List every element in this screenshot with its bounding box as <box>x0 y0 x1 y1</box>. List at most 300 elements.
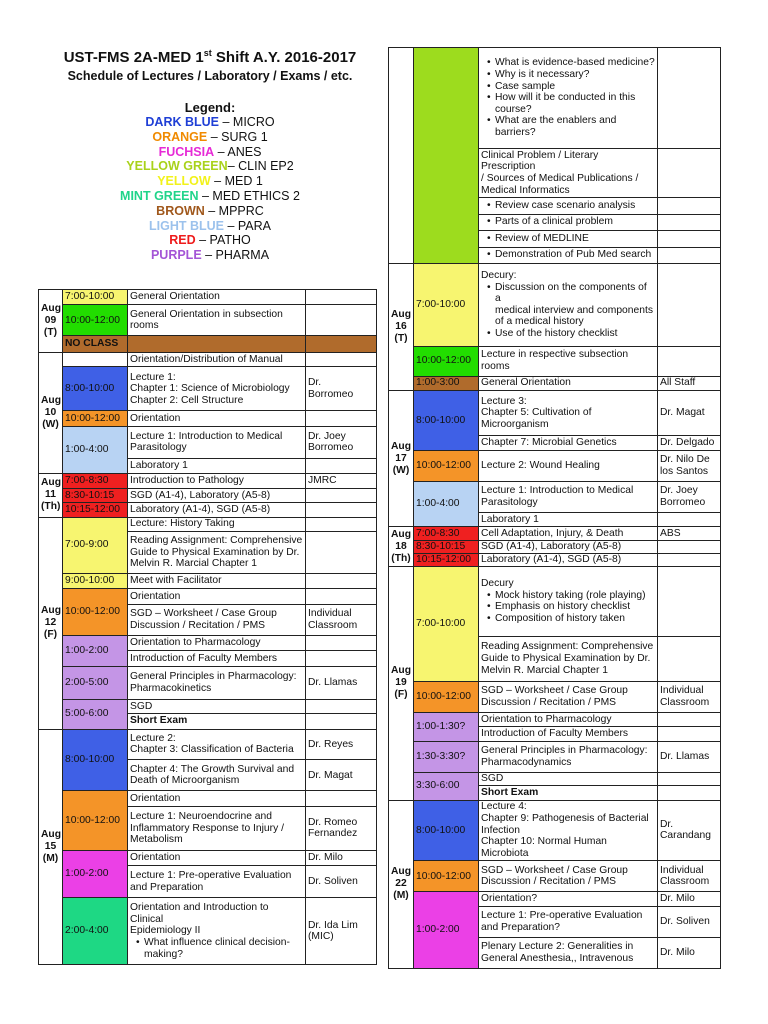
day-label: Aug <box>391 440 412 452</box>
schedule-row <box>389 712 721 726</box>
topic-cell <box>479 892 658 906</box>
schedule-table-left <box>38 289 377 965</box>
topic-cell <box>128 651 306 666</box>
topic-line: Laboratory (A1-4), SGD (A5-8) <box>481 554 622 566</box>
legend-color-name: ORANGE <box>152 129 208 144</box>
faculty-cell <box>306 699 377 713</box>
topic-line: Medical Informatics <box>481 184 570 196</box>
faculty-cell <box>306 589 377 604</box>
topic-cell <box>128 474 306 488</box>
time-cell: 7:00-8:30 <box>414 527 479 540</box>
day-label: Aug <box>41 605 62 616</box>
time-cell: 10:00-12:00 <box>414 681 479 712</box>
day-cell <box>389 264 414 391</box>
time-cell: 3:30-6:00 <box>414 772 479 800</box>
time-cell <box>63 352 128 366</box>
day-label: 09 <box>44 314 57 326</box>
faculty-cell <box>306 367 377 411</box>
topic-cell <box>479 772 658 785</box>
faculty-cell <box>658 937 721 968</box>
faculty-cell <box>306 635 377 650</box>
faculty-cell <box>658 786 721 800</box>
topic-line: Parasitology <box>130 442 187 454</box>
topic-line: General Principles in Pharmacology: <box>481 745 648 757</box>
time-cell: 10:00-12:00 <box>63 791 128 851</box>
topic-cell <box>479 527 658 540</box>
faculty-line: Dr. <box>660 818 674 830</box>
time-cell: 10:00-12:00 <box>414 450 479 481</box>
time-cell: 8:30-10:15 <box>63 488 128 502</box>
topic-line: Reading Assignment: Comprehensive <box>130 534 303 546</box>
topic-bullet: • Review case scenario analysis <box>481 200 655 212</box>
topic-cell <box>479 906 658 937</box>
time-cell: 8:00-10:00 <box>414 390 479 450</box>
topic-cell <box>479 231 658 248</box>
legend-subject: – CLIN EP2 <box>227 159 294 174</box>
faculty-line: All Staff <box>660 377 696 389</box>
day-label: Aug <box>41 828 62 840</box>
legend-color-name: YELLOW <box>157 174 211 189</box>
time-cell: 2:00-5:00 <box>63 666 128 699</box>
schedule-row <box>39 635 377 650</box>
faculty-cell <box>306 336 377 353</box>
topic-cell <box>128 352 306 366</box>
faculty-line: Dr. Soliven <box>660 915 710 927</box>
topic-cell <box>128 517 306 531</box>
document-subtitle: Schedule of Lectures / Laboratory / Exams / etc. <box>67 69 353 83</box>
topic-cell <box>128 760 306 791</box>
faculty-cell <box>306 290 377 305</box>
legend-subject: – SURG 1 <box>207 129 268 144</box>
topic-cell <box>128 635 306 650</box>
faculty-line: Individual <box>660 685 704 697</box>
schedule-row <box>389 567 721 636</box>
topic-cell <box>128 488 306 502</box>
faculty-line: ABS <box>660 527 681 539</box>
schedule-row <box>39 666 377 699</box>
topic-line: Lecture 1: Pre-operative Evaluation <box>130 870 292 882</box>
topic-cell <box>479 214 658 231</box>
schedule-row <box>39 305 377 336</box>
topic-line: Cell Adaptation, Injury, & Death <box>481 527 624 539</box>
day-label: 12 <box>44 617 57 628</box>
day-label: 22 <box>395 878 407 890</box>
topic-line: Chapter 2: Cell Structure <box>130 394 244 406</box>
topic-cell <box>479 727 658 741</box>
topic-line: Pharmacokinetics <box>130 682 212 694</box>
day-label: Aug <box>41 302 62 314</box>
topic-cell <box>128 290 306 305</box>
topic-line: SGD <box>481 773 504 785</box>
faculty-cell <box>658 264 721 347</box>
legend-subject: – MICRO <box>219 115 275 129</box>
faculty-cell <box>658 48 721 149</box>
legend-item <box>40 219 380 234</box>
legend-item <box>40 189 380 204</box>
faculty-cell <box>306 458 377 473</box>
topic-line: Orientation <box>130 590 181 602</box>
time-cell: 10:00-12:00 <box>414 346 479 376</box>
time-cell: 7:00-10:00 <box>414 264 479 347</box>
topic-line: Metabolism <box>130 834 183 846</box>
time-cell: 1:00-2:00 <box>414 892 479 969</box>
schedule-row <box>39 352 377 366</box>
faculty-line: Classroom <box>660 696 710 708</box>
topic-bullet: making? <box>144 948 183 960</box>
topic-bullet: • What influence clinical decision- <box>130 937 303 949</box>
schedule-row <box>39 503 377 517</box>
faculty-line: Dr. Milo <box>308 852 343 864</box>
topic-line: Chapter 5: Cultivation of <box>481 407 592 419</box>
faculty-cell <box>658 231 721 248</box>
topic-line: Orientation <box>130 792 181 804</box>
schedule-row <box>39 898 377 965</box>
topic-bullet: • Discussion on the components of a <box>481 282 655 305</box>
schedule-row <box>389 540 721 553</box>
topic-line: General Principles in Pharmacology: <box>130 671 297 683</box>
topic-line: SGD <box>130 700 153 712</box>
topic-line: Lecture 1: Introduction to Medical <box>481 485 634 497</box>
faculty-cell <box>306 531 377 573</box>
topic-line: Plenary Lecture 2: Generalities in <box>481 941 634 953</box>
topic-line: Lecture 2: Wound Healing <box>481 459 600 471</box>
topic-cell <box>479 553 658 566</box>
faculty-line: los Santos <box>660 465 709 477</box>
topic-bullet: of a medical history <box>495 316 584 328</box>
topic-bullet: • Why is it necessary? <box>481 69 655 81</box>
topic-line: Orientation to Pharmacology <box>481 713 612 725</box>
topic-line: and Preparation? <box>481 921 561 933</box>
day-cell <box>39 352 63 473</box>
faculty-line: Dr. Romeo <box>308 816 358 828</box>
legend-color-name: LIGHT BLUE <box>148 218 224 233</box>
day-label: Aug <box>391 308 412 320</box>
topic-cell <box>128 666 306 699</box>
topic-bullet: • Parts of a clinical problem <box>481 216 655 228</box>
topic-cell <box>479 786 658 800</box>
faculty-cell <box>658 741 721 772</box>
faculty-cell <box>306 851 377 866</box>
schedule-row <box>389 264 721 347</box>
time-cell: 10:00-12:00 <box>63 589 128 635</box>
time-cell: 1:30-3:30? <box>414 741 479 772</box>
time-cell: 8:30-10:15 <box>414 540 479 553</box>
topic-line: Pharmacodynamics <box>481 756 572 768</box>
faculty-cell <box>658 800 721 861</box>
topic-cell <box>479 861 658 892</box>
schedule-row <box>389 681 721 712</box>
faculty-cell <box>306 474 377 488</box>
legend-subject: – MED ETHICS 2 <box>198 188 300 203</box>
time-cell: 7:00-8:30 <box>63 474 128 488</box>
topic-bullet: • Use of the history checklist <box>481 328 655 340</box>
schedule-row <box>389 741 721 772</box>
faculty-line: Dr. Magat <box>308 769 353 781</box>
topic-line: Guide to Physical Examination by Dr. <box>481 652 651 664</box>
day-cell <box>389 567 414 800</box>
time-cell: 7:00-9:00 <box>63 517 128 573</box>
topic-bullet: • Emphasis on history checklist <box>481 601 655 613</box>
faculty-cell <box>306 714 377 729</box>
faculty-cell <box>306 760 377 791</box>
topic-cell <box>479 346 658 376</box>
topic-cell <box>128 367 306 411</box>
schedule-row <box>39 290 377 305</box>
faculty-cell <box>658 727 721 741</box>
faculty-cell <box>658 214 721 231</box>
day-label: (M) <box>42 852 59 864</box>
day-label: 11 <box>45 489 56 501</box>
topic-cell <box>479 450 658 481</box>
schedule-row <box>39 411 377 426</box>
topic-line: Guide to Physical Examination by Dr. <box>130 546 300 558</box>
schedule-row <box>389 772 721 785</box>
legend-color-name: DARK BLUE <box>145 115 220 129</box>
topic-cell <box>128 729 306 760</box>
faculty-cell <box>658 512 721 526</box>
schedule-row <box>389 48 721 149</box>
topic-bullet: • Case sample <box>481 81 655 93</box>
topic-line: Introduction of Faculty Members <box>481 728 629 740</box>
schedule-row <box>389 346 721 376</box>
day-label: (T) <box>394 332 408 344</box>
faculty-line: Fernandez <box>308 828 358 840</box>
faculty-cell <box>658 450 721 481</box>
topic-cell <box>479 390 658 435</box>
schedule-row <box>39 851 377 866</box>
topic-line: Infection <box>481 824 520 836</box>
topic-line: Lecture 1: Neuroendocrine and <box>130 811 272 823</box>
topic-cell <box>479 48 658 149</box>
faculty-cell <box>306 573 377 588</box>
topic-cell <box>128 305 306 336</box>
schedule-row <box>39 573 377 588</box>
faculty-cell <box>306 666 377 699</box>
faculty-cell <box>658 527 721 540</box>
topic-cell <box>479 436 658 450</box>
faculty-cell <box>306 352 377 366</box>
schedule-row <box>39 589 377 604</box>
legend <box>40 115 380 263</box>
topic-line: Orientation to Pharmacology <box>130 637 261 649</box>
legend-subject: – PARA <box>223 218 271 233</box>
topic-line: Decury: <box>481 270 517 282</box>
faculty-line: (MIC) <box>308 931 334 943</box>
day-label: (W) <box>392 464 410 476</box>
topic-line: Short Exam <box>481 787 539 799</box>
faculty-line: Dr. Ida Lim <box>308 919 358 931</box>
faculty-cell <box>658 346 721 376</box>
legend-item <box>40 115 380 130</box>
faculty-cell <box>658 390 721 435</box>
topic-line: Lecture 4: <box>481 801 527 813</box>
topic-cell <box>128 458 306 473</box>
topic-cell <box>479 681 658 712</box>
schedule-row <box>39 729 377 760</box>
day-label: (F) <box>394 689 408 701</box>
legend-item <box>40 248 380 263</box>
time-cell: 1:00-4:00 <box>414 481 479 526</box>
topic-line: Orientation and Introduction to Clinical <box>130 902 269 925</box>
day-cell <box>389 390 414 526</box>
topic-line: Inflammatory Response to Injury / <box>130 822 284 834</box>
day-label: (Th) <box>391 552 411 564</box>
faculty-cell <box>306 806 377 850</box>
topic-line: SGD – Worksheet / Case Group <box>481 864 628 876</box>
faculty-cell <box>306 517 377 531</box>
topic-line: Epidemiology II <box>130 925 201 937</box>
faculty-cell <box>658 772 721 785</box>
schedule-row <box>39 699 377 713</box>
topic-bullet: medical interview and components <box>495 304 653 316</box>
topic-line: Introduction to Pathology <box>130 475 244 487</box>
time-cell: 7:00-10:00 <box>414 567 479 682</box>
legend-color-name: BROWN <box>156 203 205 218</box>
topic-line: Lecture 3: <box>481 395 527 407</box>
faculty-line: Borromeo <box>660 496 706 508</box>
topic-cell <box>479 149 658 198</box>
faculty-line: Dr. Magat <box>660 407 705 419</box>
faculty-cell <box>306 604 377 635</box>
day-cell <box>39 474 63 517</box>
day-label: Aug <box>391 665 412 677</box>
day-label: Aug <box>41 477 62 489</box>
schedule-row <box>39 426 377 458</box>
faculty-cell <box>658 567 721 636</box>
topic-cell <box>128 573 306 588</box>
faculty-line: Classroom <box>308 619 358 631</box>
faculty-line: Dr. Reyes <box>308 738 354 750</box>
topic-line: Lecture: History Taking <box>130 518 235 530</box>
topic-line: Chapter 7: Microbial Genetics <box>481 437 617 449</box>
topic-line: Discussion / Recitation / PMS <box>130 619 266 631</box>
day-cell <box>39 517 63 729</box>
day-label: (T) <box>43 326 58 338</box>
time-cell <box>414 48 479 264</box>
topic-line: Parasitology <box>481 496 538 508</box>
schedule-row <box>39 488 377 502</box>
day-label: 18 <box>395 540 407 552</box>
topic-line: Lecture 2: <box>130 732 176 744</box>
time-cell: NO CLASS <box>63 336 128 353</box>
faculty-cell <box>658 681 721 712</box>
legend-subject: – PATHO <box>195 233 251 248</box>
topic-line: Lecture 1: <box>130 371 176 383</box>
faculty-line: Dr. Delgado <box>660 437 715 449</box>
schedule-row <box>39 474 377 488</box>
schedule-row <box>389 800 721 861</box>
time-cell: 8:00-10:00 <box>63 367 128 411</box>
time-cell: 1:00-4:00 <box>63 426 128 473</box>
topic-line: General Orientation <box>130 291 220 303</box>
topic-line: / Sources of Medical Publications / <box>481 173 639 185</box>
faculty-cell <box>306 305 377 336</box>
topic-line: Decury <box>481 578 514 590</box>
topic-cell <box>128 604 306 635</box>
topic-cell <box>479 636 658 681</box>
document-header <box>40 44 380 263</box>
topic-bullet: • Composition of history taken <box>481 613 655 625</box>
topic-line: Meet with Facilitator <box>130 575 222 587</box>
topic-line: Laboratory 1 <box>481 513 539 525</box>
time-cell: 10:00-12:00 <box>414 861 479 892</box>
legend-subject: – ANES <box>214 144 262 159</box>
faculty-line: Borromeo <box>308 442 354 454</box>
topic-line: Lecture in respective subsection <box>481 349 629 361</box>
topic-cell <box>479 712 658 726</box>
topic-line: Chapter 10: Normal Human Microbiota <box>481 836 607 859</box>
topic-line: Lecture 1: Pre-operative Evaluation <box>481 910 643 922</box>
time-cell: 2:00-4:00 <box>63 898 128 965</box>
faculty-line: Borromeo <box>308 388 354 400</box>
time-cell: 10:00-12:00 <box>63 411 128 426</box>
topic-bullet: • What is evidence-based medicine? <box>481 57 655 69</box>
faculty-cell <box>306 898 377 965</box>
topic-line: Orientation/Distribution of Manual <box>130 353 283 365</box>
faculty-line: Individual <box>660 864 704 876</box>
topic-bullet: • How will it be conducted in this <box>481 92 655 104</box>
legend-item <box>40 159 380 174</box>
faculty-cell <box>658 712 721 726</box>
topic-line: Lecture 1: Introduction to Medical <box>130 430 283 442</box>
topic-cell <box>128 866 306 898</box>
topic-line: Chapter 3: Classification of Bacteria <box>130 744 294 756</box>
topic-line: General Orientation <box>481 377 571 389</box>
topic-line: Chapter 1: Science of Microbiology <box>130 383 290 395</box>
topic-cell <box>479 567 658 636</box>
faculty-cell <box>658 198 721 215</box>
legend-subject: – PHARMA <box>201 248 270 263</box>
topic-cell <box>128 336 306 353</box>
document-title: UST-FMS 2A-MED 1st Shift A.Y. 2016-2017 <box>63 48 357 66</box>
legend-item <box>40 204 380 219</box>
faculty-line: Dr. Milo <box>660 893 695 905</box>
topic-cell <box>479 247 658 264</box>
schedule-table-right <box>388 47 721 969</box>
topic-line: Chapter 4: The Growth Survival and <box>130 763 295 775</box>
topic-cell <box>128 589 306 604</box>
time-cell: 5:00-6:00 <box>63 699 128 729</box>
topic-cell <box>128 791 306 806</box>
legend-title: Legend: <box>184 100 236 115</box>
day-label: (F) <box>43 629 58 640</box>
topic-cell <box>128 699 306 713</box>
time-cell: 8:00-10:00 <box>63 729 128 791</box>
topic-bullet: • Review of MEDLINE <box>481 233 655 245</box>
time-cell: 10:15-12:00 <box>63 503 128 517</box>
schedule-row <box>389 892 721 906</box>
day-label: (Th) <box>41 501 61 513</box>
day-label: (M) <box>393 890 409 902</box>
faculty-cell <box>658 436 721 450</box>
time-cell: 9:00-10:00 <box>63 573 128 588</box>
faculty-line: Dr. Milo <box>660 947 695 959</box>
faculty-cell <box>306 488 377 502</box>
time-cell: 8:00-10:00 <box>414 800 479 861</box>
legend-color-name: YELLOW GREEN <box>126 159 228 174</box>
faculty-cell <box>306 866 377 898</box>
faculty-line: Carandang <box>660 830 711 842</box>
time-cell: 10:00-12:00 <box>63 305 128 336</box>
topic-cell <box>128 806 306 850</box>
schedule-row <box>39 367 377 411</box>
faculty-line: Dr. Joey <box>308 430 346 442</box>
topic-bullet: • Mock history taking (role playing) <box>481 590 655 602</box>
faculty-cell <box>306 411 377 426</box>
schedule-row <box>389 450 721 481</box>
day-cell <box>389 800 414 968</box>
topic-cell <box>128 851 306 866</box>
